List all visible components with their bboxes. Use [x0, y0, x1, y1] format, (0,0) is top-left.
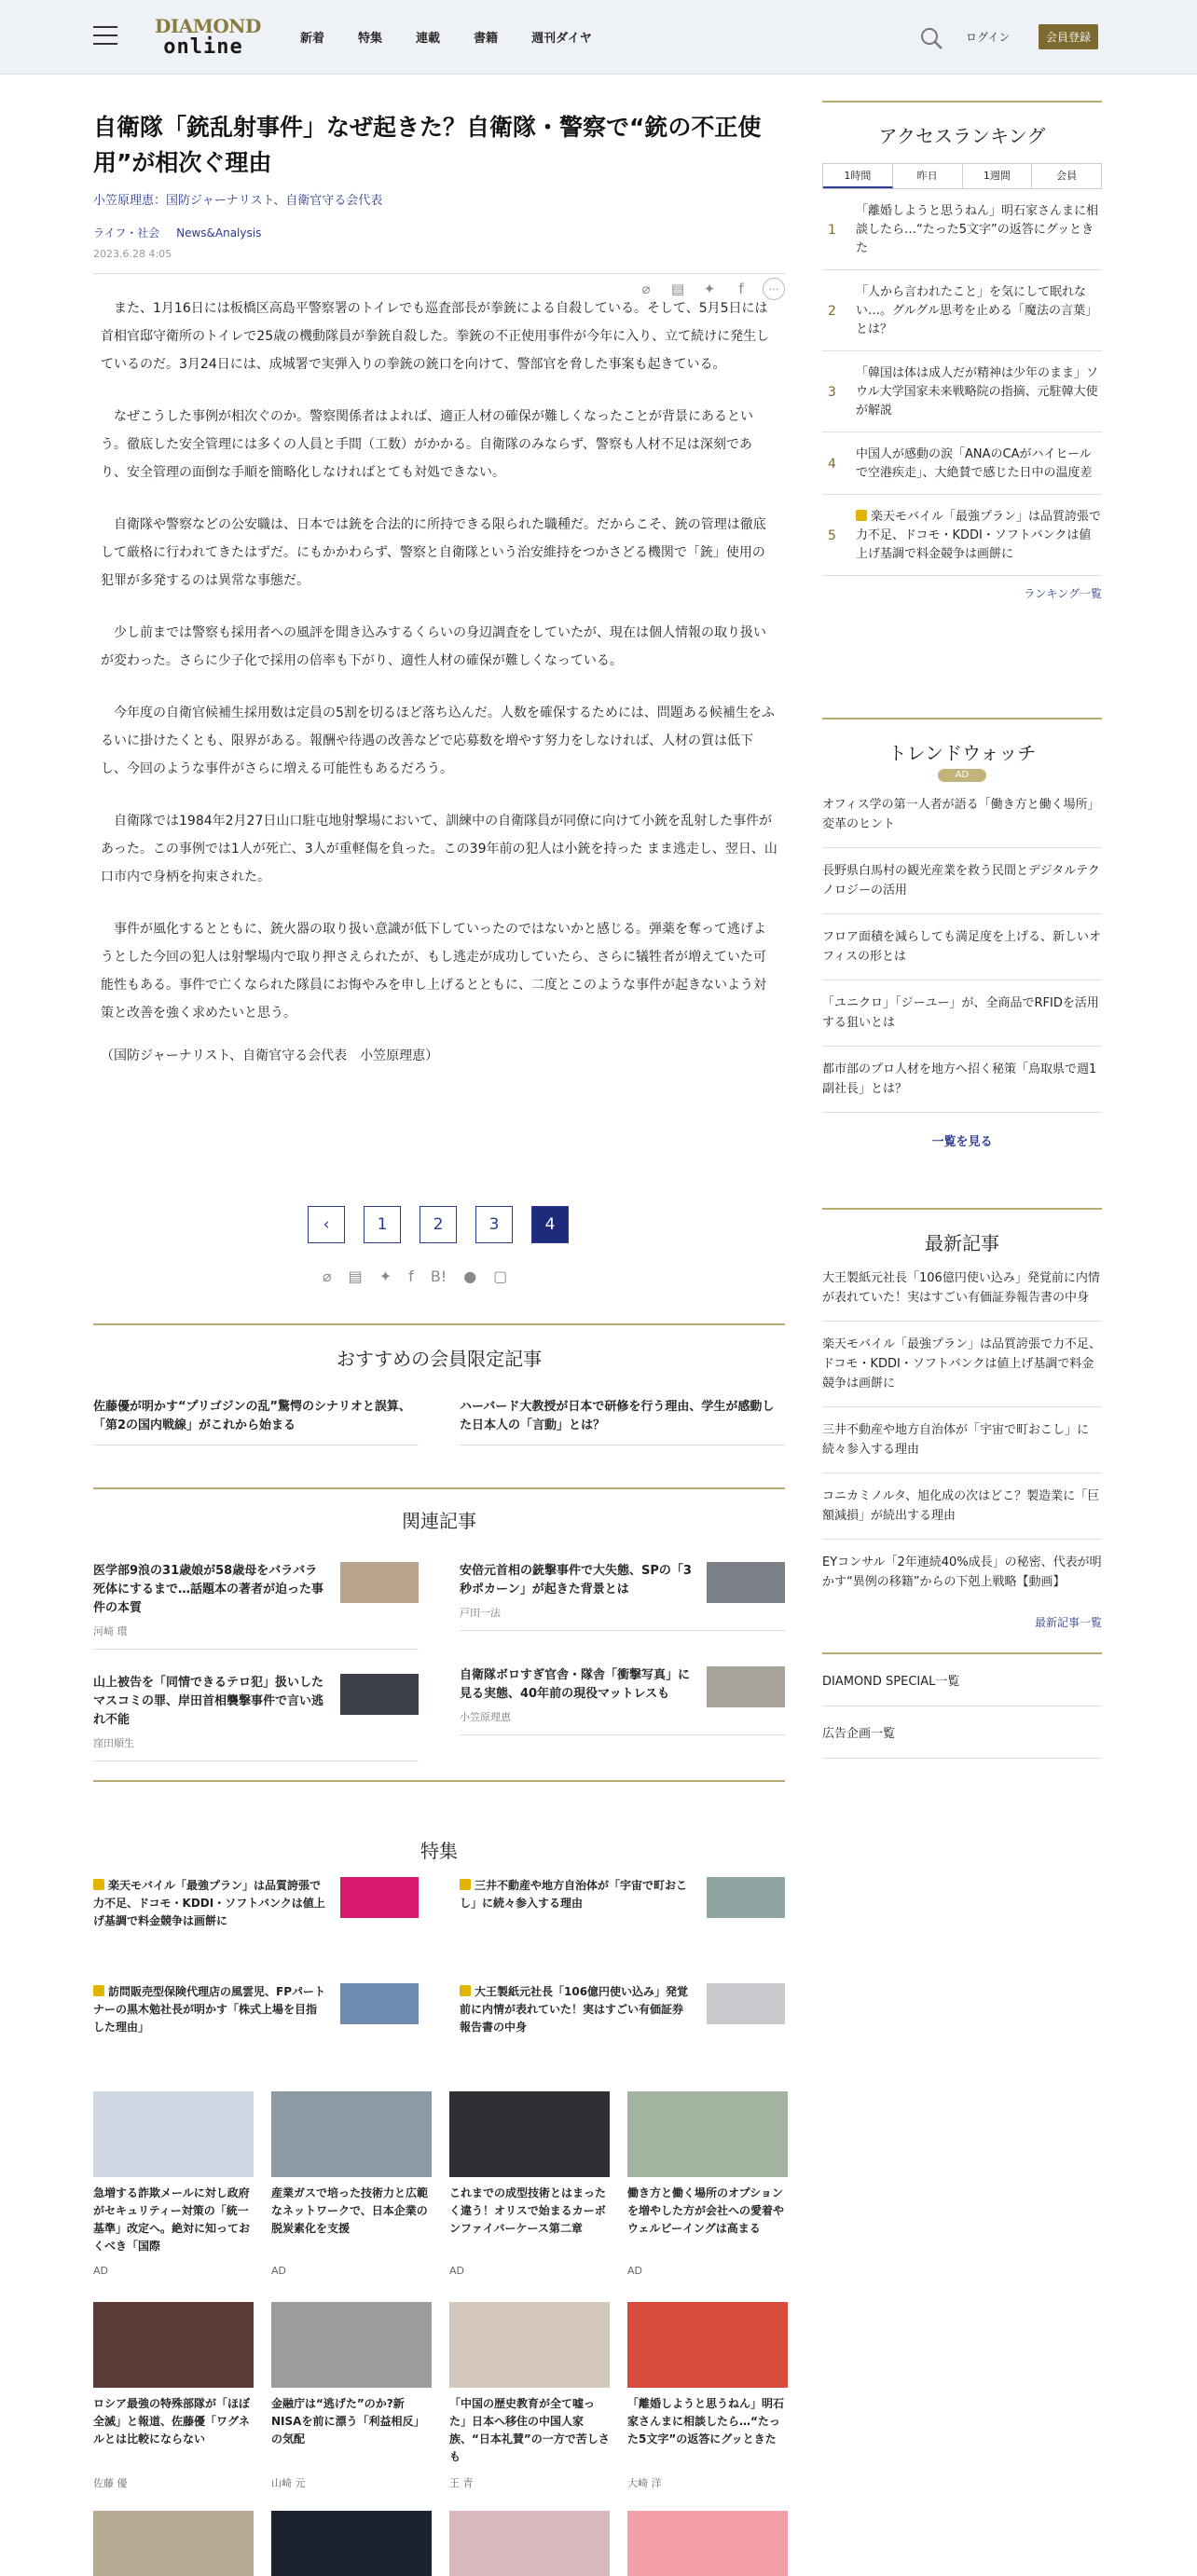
card-title: 産業ガスで培った技術力と広範なネットワークで、日本企業の脱炭素化を支援	[271, 2186, 429, 2235]
card-title: ロシア最強の特殊部隊が「ほぼ全滅」と報道、佐藤優「ワグネルとは比較にならない	[93, 2397, 251, 2446]
page-3[interactable]: 3	[475, 1206, 513, 1243]
rank-title: 「離婚しようと思うねん」明石家さんまに相談したら…“たった5文字”の返答にグッときた	[856, 204, 1099, 255]
paragraph: 自衛隊では1984年2月27日山口駐屯地射撃場において、訓練中の自衛隊員が同僚に向けて小銃を乱射した事件があった。この事例では1人が死亡、3人が重軽傷を負った。この39年前の犯人は小銃を持った まま逃走し、翌日、山口市内で身柄を拘束された。	[101, 814, 777, 884]
ranking-item[interactable]	[822, 270, 1102, 351]
logo-line2: online	[163, 35, 243, 59]
ranking-item[interactable]	[822, 432, 1102, 495]
paragraph: 今年度の自衛官候補生採用数は定員の5割を切るほど落ち込んだ。人数を確保するためには、問題ある候補生をふるいに掛けたくとも、限界がある。報酬や待遇の改善などで応募数を増やす努力をしなければ、人材の質は低下し、今回のような事件がさらに増える可能性もあるだろう。	[101, 706, 775, 776]
card-image	[93, 2511, 254, 2576]
divider	[822, 718, 1102, 719]
card-sub: 王 青	[449, 2477, 474, 2489]
lock-icon	[93, 1985, 104, 1996]
feature-item-title	[460, 1877, 693, 1912]
print-icon[interactable]: ▤	[348, 1267, 363, 1285]
trend-see-all-link[interactable]: 一覧を見る	[931, 1135, 993, 1149]
related-item-title: 自衛隊ボロすぎ官舎・隊舎「衝撃写真」に見る実態、40年前の現役マットレスも	[460, 1668, 691, 1701]
article-card[interactable]	[93, 2302, 254, 2490]
latest-item[interactable]: 大王製紙元社長「106億円使い込み」発覚前に内情が表れていた！実はすごい有価証券報告書の中身	[822, 1255, 1102, 1322]
feature-item[interactable]	[460, 1877, 785, 1912]
feature-item-text: 訪問販売型保険代理店の風雲児、FPパートナーの黒木勉社長が明かす「株式上場を目指した理由」	[93, 1985, 325, 2034]
category-link[interactable]: ライフ・社会	[93, 226, 160, 240]
ranking-title: アクセスランキング	[878, 125, 1046, 147]
recommend-title: おすすめの会員限定記事	[336, 1348, 543, 1370]
paragraph: 少し前までは警察も採用者への風評を聞き込みするくらいの身辺調査をしていたが、現在は個人情報の取り扱いが変わった。さらに少子化で採用の倍率も下がり、適性人材の確保が難しくなっている。	[101, 625, 766, 668]
related-title: 関連記事	[402, 1510, 476, 1532]
card-sub: AD	[93, 2265, 108, 2277]
paragraph: また、1月16日には板橋区高島平警察署のトイレでも巡査部長が拳銃による自殺している。そして、5月5日には首相官邸守衛所のトイレで25歳の機動隊員が拳銃自殺した。拳銃の不正使用事件が今年に入り、立て続けに発生しているのだ。3月24日には、成城署で実弾入りの拳銃の銃口を向けて、警部官を脅した事案も起きている。	[101, 301, 770, 372]
related-item-title: 山上被告を「同情できるテロ犯」扱いしたマスコミの罪、岸田首相襲撃事件で言い逃れ不能	[93, 1676, 324, 1727]
article-categories	[93, 225, 785, 240]
article-author[interactable]: 小笠原理恵：国防ジャーナリスト、自衛官守る会代表	[93, 194, 383, 208]
latest-item[interactable]: 三井不動産や地方自治体が「宇宙で町おこし」に続々参入する理由	[822, 1407, 1102, 1473]
card-image	[93, 2302, 254, 2388]
article-card[interactable]	[449, 2091, 610, 2277]
card-sub: 山崎 元	[271, 2477, 306, 2489]
clip-icon[interactable]: ⌀	[641, 281, 651, 297]
signature: （国防ジャーナリスト、自衛官守る会代表 小笠原理恵）	[101, 1048, 439, 1063]
related-item[interactable]	[460, 1666, 785, 1724]
divider	[822, 101, 1102, 103]
rank-number: 3	[828, 385, 836, 400]
ranking-item[interactable]	[822, 495, 1102, 576]
divider	[822, 1208, 1102, 1210]
feature-item-thumbnail	[340, 1983, 419, 2024]
feature-item[interactable]	[93, 1983, 419, 2036]
related-item[interactable]	[460, 1562, 785, 1620]
main-nav	[300, 28, 626, 46]
tab-week[interactable]: 1週間	[963, 164, 1033, 188]
related-item-title: 安倍元首相の銃撃事件で大失態、SPの「3秒ポカーン」が起きた背景とは	[460, 1564, 692, 1596]
page-1[interactable]: 1	[364, 1206, 401, 1243]
article-date: 2023.6.28 4:05	[93, 248, 172, 260]
related-item-title: 医学部9浪の31歳娘が58歳母をバラバラ死体にするまで…話題本の著者が迫った事件の本質	[93, 1564, 324, 1615]
feature-item-title	[460, 1983, 693, 2036]
sidebar-trend	[822, 718, 1102, 1149]
diamond-special-link[interactable]: DIAMOND SPECIAL一覧	[822, 1654, 1102, 1706]
card-sub: AD	[449, 2265, 464, 2277]
ranking-item[interactable]	[822, 351, 1102, 432]
rank-title: 「人から言われたこと」を気にして眠れない…。グルグル思考を止める「魔法の言葉」とは？	[856, 285, 1097, 336]
feature-item-text: 三井不動産や地方自治体が「宇宙で町おこし」に続々参入する理由	[460, 1879, 688, 1910]
related-item-author: 小笠原理恵	[460, 1711, 511, 1723]
article-card[interactable]	[627, 2302, 788, 2490]
related-item-author: 戸田一法	[460, 1607, 501, 1619]
ranking-item[interactable]	[822, 189, 1102, 270]
card-title: 「中国の歴史教育が全て嘘った」日本へ移住の中国人家族、“日本礼賛”の一方で苦しさも	[449, 2397, 610, 2463]
trend-item[interactable]: 長野県白馬村の観光産業を救う民間とデジタルテクノロジーの活用	[822, 848, 1102, 914]
logo[interactable]	[155, 15, 261, 60]
facebook-icon[interactable]: f	[738, 281, 744, 297]
card-image	[271, 2511, 432, 2576]
divider	[93, 1780, 785, 1782]
paragraph: 事件が風化するとともに、銃火器の取り扱い意識が低下していったのではないかと感じる。弾薬を奪って逃げようとした今回の犯人は射撃場内で取り押さえられたが、もし逃走が成功していたら、さらに犠牲者が増えていた可能性もある。事件で亡くなられた隊員にお悔やみを申し上げるとともに、二度とこのような事件が起きないよう対策と改善を強く求めたいと思う。	[101, 922, 766, 1021]
ad-badge: AD	[938, 769, 986, 782]
article-card[interactable]	[627, 2091, 788, 2277]
divider	[93, 1487, 785, 1489]
clip-icon[interactable]: ⌀	[323, 1267, 332, 1285]
feature-item-text: 大王製紙元社長「106億円使い込み」発覚前に内情が表れていた！実はすごい有価証券報告書の中身	[460, 1985, 689, 2034]
rank-title-text: 楽天モバイル「最強プラン」は品質誇張で力不足、ドコモ・KDDI・ソフトバンクは値上げ基調で料金競争は画餅に	[856, 510, 1102, 561]
card-sub: 大崎 洋	[627, 2477, 662, 2489]
feature-item-thumbnail	[340, 1877, 419, 1918]
recommend-item[interactable]: 佐藤優が明かす“プリゴジンの乱”驚愕のシナリオと誤算、「第2の国内戦線」がこれから始まる	[93, 1398, 419, 1446]
lock-icon	[93, 1879, 104, 1890]
article-card[interactable]	[271, 2091, 432, 2277]
card-image	[449, 2511, 610, 2576]
card-image	[627, 2091, 788, 2177]
rank-number: 5	[828, 528, 836, 543]
category-link[interactable]: News&Analysis	[176, 226, 262, 240]
menu-icon[interactable]	[93, 26, 117, 47]
related-item-thumbnail	[707, 1666, 785, 1707]
latest-item[interactable]: コニカミノルタ、旭化成の次はどこ？製造業に「巨額減損」が続出する理由	[822, 1473, 1102, 1540]
feature-title: 特集	[420, 1840, 458, 1862]
card-title: 「離婚しようと思うねん」明石家さんまに相談したら…“たった5文字”の返答にグッときた	[627, 2397, 785, 2446]
rank-title: 「韓国は体は成人だが精神は少年のまま」ソウル大学国家未来戦略院の指摘、元駐韓大使が解説	[856, 366, 1099, 418]
ad-project-link[interactable]: 広告企画一覧	[822, 1706, 1102, 1759]
search-icon[interactable]	[919, 26, 943, 50]
card-title: 金融庁は“逃げた”のか?新NISAを前に漂う「利益相反」の気配	[271, 2397, 425, 2446]
divider	[93, 1323, 785, 1325]
recommend-list	[93, 1398, 785, 1446]
register-button[interactable]: 会員登録	[1039, 24, 1098, 49]
tab-1hour[interactable]: 1時間	[823, 164, 893, 188]
prev-page-button[interactable]: ‹	[308, 1206, 345, 1243]
lock-icon	[460, 1879, 471, 1890]
page-2[interactable]: 2	[420, 1206, 457, 1243]
card-sub: 佐藤 優	[93, 2477, 128, 2489]
article	[93, 110, 785, 1064]
nav-feature[interactable]: 特集	[358, 32, 383, 46]
trend-item[interactable]: フロア面積を減らしても満足度を上げる、新しいオフィスの形とは	[822, 914, 1102, 980]
nav-weekly[interactable]: 週刊ダイヤ	[531, 32, 592, 46]
divider	[460, 1734, 785, 1735]
line-icon[interactable]: ●	[463, 1267, 477, 1285]
more-icon[interactable]: ···	[763, 278, 785, 300]
feature-item-text: 楽天モバイル「最強プラン」は品質誇張で力不足、ドコモ・KDDI・ソフトバンクは値上げ基調で料金競争は画餅に	[93, 1879, 325, 1927]
rank-number: 4	[828, 457, 836, 472]
card-title: これまでの成型技術とはまったく違う！オリスで始まるカーボンファイバーケース第二章	[449, 2186, 607, 2235]
nav-new[interactable]: 新着	[300, 32, 325, 46]
card-image	[449, 2091, 610, 2177]
divider	[460, 1630, 785, 1631]
divider	[93, 1649, 419, 1650]
share-toolbar	[636, 278, 785, 300]
logo-line1: DIAMOND	[155, 15, 261, 37]
card-image	[271, 2302, 432, 2388]
card-image	[93, 2091, 254, 2177]
pocket-icon[interactable]: ▢	[493, 1267, 508, 1285]
print-icon[interactable]: ▤	[670, 281, 685, 297]
latest-item[interactable]: EYコンサル「2年連続40%成長」の秘密、代表が明かす“異例の移籍”からの下剋上戦略【動画】	[822, 1555, 1102, 1589]
article-body	[93, 295, 785, 1064]
lock-icon	[856, 510, 867, 521]
nav-books[interactable]: 書籍	[474, 32, 499, 46]
article-title: 自衛隊「銃乱射事件」なぜ起きた？自衛隊・警察で“銃の不正使用”が相次ぐ理由	[93, 114, 762, 176]
card-image	[627, 2302, 788, 2388]
card-title: 急増する詐欺メールに対し政府がセキュリティー対策の「統一基準」改定へ。絶対に知っておくべき「国際	[93, 2186, 251, 2253]
ranking-tabs	[822, 163, 1102, 189]
latest-more-link[interactable]: 最新記事一覧	[1034, 1616, 1102, 1629]
sidebar-latest	[822, 1208, 1102, 1759]
lock-icon	[460, 1985, 471, 1996]
related-item[interactable]	[93, 1562, 419, 1638]
card-sub: AD	[271, 2265, 286, 2277]
rank-title: 中国人が感動の涙「ANAのCAがハイヒールで空港疾走」、大絶賛で感じた日中の温度差	[856, 447, 1093, 480]
page-4[interactable]: 4	[531, 1206, 569, 1243]
facebook-icon[interactable]: f	[408, 1267, 414, 1285]
tab-yesterday[interactable]: 昨日	[893, 164, 963, 188]
related-item-author: 河崎 環	[93, 1625, 128, 1637]
article-card[interactable]	[93, 2091, 254, 2277]
feature-item-thumbnail	[707, 1983, 785, 2024]
card-title: 働き方と働く場所のオプションを増やした方が会社への愛着やウェルビーイングは高まる	[627, 2186, 785, 2235]
share-toolbar-bottom	[323, 1267, 507, 1285]
sidebar-ranking	[822, 101, 1102, 601]
feature-item[interactable]	[460, 1983, 785, 2036]
rank-number: 2	[828, 304, 836, 319]
related-item-thumbnail	[340, 1674, 419, 1715]
rank-title	[856, 508, 1102, 564]
trend-title: トレンドウォッチ	[887, 742, 1037, 764]
ranking-more-link[interactable]: ランキング一覧	[1024, 587, 1102, 600]
related-item-thumbnail	[340, 1562, 419, 1603]
related-item[interactable]	[93, 1674, 419, 1750]
pagination	[308, 1206, 569, 1243]
card-image	[449, 2302, 610, 2388]
feature-item-title	[93, 1983, 326, 2036]
trend-item[interactable]: オフィス学の第一人者が語る「働き方と働く場所」変革のヒント	[822, 782, 1102, 848]
hatena-icon[interactable]: B!	[430, 1267, 447, 1285]
tab-member[interactable]: 会員	[1032, 164, 1101, 188]
site-header	[0, 0, 1197, 75]
trend-item[interactable]: 「ユニクロ」「ジーユー」が、全商品でRFIDを活用する狙いとは	[822, 980, 1102, 1047]
trend-item[interactable]: 都市部のプロ人材を地方へ招く秘策「鳥取県で週1副社長」とは？	[822, 1047, 1102, 1113]
card-sub: AD	[627, 2265, 642, 2277]
recommend-item[interactable]: ハーバード大教授が日本で研修を行う理由、学生が感動した日本人の「言動」とは？	[460, 1398, 785, 1446]
article-card[interactable]	[449, 2302, 610, 2490]
nav-series[interactable]: 連載	[416, 32, 441, 46]
paragraph: なぜこうした事例が相次ぐのか。警察関係者はよれば、適正人材の確保が難しくなったことが背景にあるという。徹底した安全管理には多くの人員と手間（工数）がかかる。自衛隊のみならず、警察も人材不足は深刻であり、安全管理の面倒な手順を簡略化しなければとても対処できない。	[101, 409, 753, 480]
feature-item-thumbnail	[707, 1877, 785, 1918]
divider	[93, 273, 785, 274]
twitter-icon[interactable]: ✦	[378, 1267, 392, 1285]
card-image	[271, 2091, 432, 2177]
article-card[interactable]	[271, 2302, 432, 2490]
feature-item[interactable]	[93, 1877, 419, 1930]
related-item-thumbnail	[707, 1562, 785, 1603]
related-item-author: 窪田順生	[93, 1737, 134, 1749]
login-link[interactable]: ログイン	[966, 31, 1011, 44]
paragraph: 自衛隊や警察などの公安職は、日本では銃を合法的に所持できる限られた職種だ。だからこそ、銃の管理は徹底して厳格に行われてきたはずだ。にもかかわらず、警察と自衛隊という治安維持をつかさどる機関で「銃」使用の犯罪が多発するのは異常な事態だ。	[101, 517, 766, 588]
latest-title: 最新記事	[925, 1232, 999, 1254]
rank-number: 1	[828, 223, 836, 238]
latest-item[interactable]: 楽天モバイル「最強プラン」は品質誇張で力不足、ドコモ・KDDI・ソフトバンクは値上げ基調で料金競争は画餅に	[822, 1322, 1102, 1407]
card-image	[627, 2511, 788, 2576]
feature-item-title	[93, 1877, 326, 1930]
twitter-icon[interactable]: ✦	[703, 281, 716, 297]
